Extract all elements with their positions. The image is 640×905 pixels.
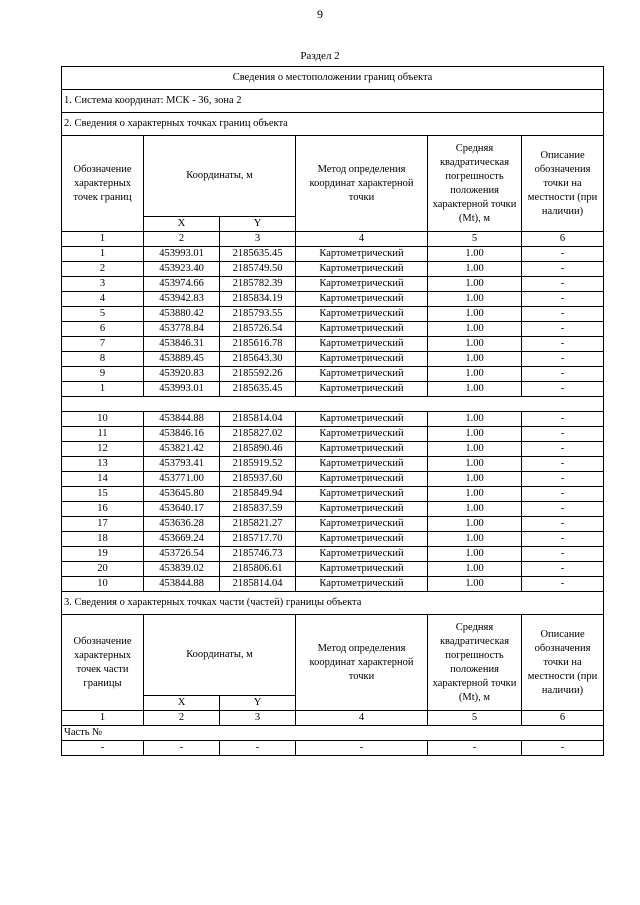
contour1-row-5-cell-5: 1.00 [428,307,522,322]
part-row-cell-2: - [144,741,220,756]
contour2-row-5-cell-1: 14 [62,472,144,487]
contour2-row-6-cell-3: 2185849.94 [220,487,296,502]
contour2-row-12-cell-3: 2185814.04 [220,577,296,592]
contour2-row-9-cell-1: 18 [62,532,144,547]
contour2-row-5-cell-3: 2185937.60 [220,472,296,487]
contour1-row-8-cell-1: 8 [62,352,144,367]
table-row [62,442,604,457]
contour2-row-10-cell-4: Картометрический [296,547,428,562]
contour2-row-6-cell-1: 15 [62,487,144,502]
part-row-cell-3: - [220,741,296,756]
contour2-row-8-cell-6: - [522,517,604,532]
contour1-row-10-cell-3: 2185635.45 [220,382,296,397]
contour2-row-3-cell-2: 453821.42 [144,442,220,457]
contour2-row-10-cell-3: 2185746.73 [220,547,296,562]
header-method-part: Метод определения координат характерной точки [296,615,428,711]
contour2-row-7-cell-6: - [522,502,604,517]
contour1-row-8-cell-4: Картометрический [296,352,428,367]
contour2-row-12-cell-2: 453844.88 [144,577,220,592]
contour2-row-11-cell-2: 453839.02 [144,562,220,577]
contour2-row-1-cell-6: - [522,412,604,427]
contour1-row-4-cell-5: 1.00 [428,292,522,307]
contour1-row-9-cell-1: 9 [62,367,144,382]
table-row [62,487,604,502]
contour2-row-4-cell-2: 453793.41 [144,457,220,472]
table-row [62,532,604,547]
contour1-row-9-cell-3: 2185592.26 [220,367,296,382]
contour2-row-8-cell-4: Картометрический [296,517,428,532]
header-coords-part: Координаты, м [144,615,296,696]
contour1-row-3-cell-3: 2185782.39 [220,277,296,292]
contour2-row-4-cell-1: 13 [62,457,144,472]
contour2-row-7-cell-3: 2185837.59 [220,502,296,517]
contour1-row-10-cell-1: 1 [62,382,144,397]
table-row [62,352,604,367]
contour1-row-3-cell-5: 1.00 [428,277,522,292]
contour1-row-8-cell-3: 2185643.30 [220,352,296,367]
column-number-part-cell-6: 6 [522,711,604,726]
column-number-cell-2: 2 [144,232,220,247]
column-number-part-cell-1: 1 [62,711,144,726]
header-y-part: Y [220,696,296,711]
table-row [62,562,604,577]
contour2-row-4-cell-4: Картометрический [296,457,428,472]
contour1-row-1-cell-4: Картометрический [296,247,428,262]
contour2-row-3-cell-3: 2185890.46 [220,442,296,457]
header-error: Средняя квадратическая погрешность положения характерной точки (Mt), м [428,136,522,232]
points-heading: 2. Сведения о характерных точках границ объекта [62,113,604,136]
contour1-row-8-cell-6: - [522,352,604,367]
contour-separator [62,397,604,412]
contour2-row-9-cell-5: 1.00 [428,532,522,547]
table-row [62,277,604,292]
header-description: Описание обозначения точки на местности (при наличии) [522,136,604,232]
contour2-row-5-cell-6: - [522,472,604,487]
table-row [62,547,604,562]
contour1-row-9-cell-4: Картометрический [296,367,428,382]
part-row-cell-1: - [62,741,144,756]
contour1-row-1-cell-1: 1 [62,247,144,262]
contour2-row-7-cell-5: 1.00 [428,502,522,517]
contour1-row-7-cell-1: 7 [62,337,144,352]
table-row [62,412,604,427]
column-number-part-cell-2: 2 [144,711,220,726]
contour2-row-2-cell-5: 1.00 [428,427,522,442]
contour1-row-4-cell-4: Картометрический [296,292,428,307]
contour1-row-6-cell-2: 453778.84 [144,322,220,337]
contour1-row-9-cell-6: - [522,367,604,382]
contour2-row-2-cell-1: 11 [62,427,144,442]
contour2-row-7-cell-2: 453640.17 [144,502,220,517]
part-row-cell-5: - [428,741,522,756]
contour1-row-8-cell-5: 1.00 [428,352,522,367]
contour1-row-4-cell-2: 453942.83 [144,292,220,307]
contour2-row-3-cell-4: Картометрический [296,442,428,457]
column-number-cell-4: 4 [296,232,428,247]
contour2-row-12-cell-4: Картометрический [296,577,428,592]
contour2-row-12-cell-5: 1.00 [428,577,522,592]
contour1-row-1-cell-5: 1.00 [428,247,522,262]
coord-system: 1. Система координат: МСК - 36, зона 2 [62,90,604,113]
contour1-row-7-cell-4: Картометрический [296,337,428,352]
contour2-row-11-cell-5: 1.00 [428,562,522,577]
contour1-row-6-cell-3: 2185726.54 [220,322,296,337]
contour2-row-1-cell-5: 1.00 [428,412,522,427]
contour2-row-1-cell-2: 453844.88 [144,412,220,427]
part-row-cell-4: - [296,741,428,756]
contour1-row-5-cell-1: 5 [62,307,144,322]
contour2-row-11-cell-6: - [522,562,604,577]
contour2-row-8-cell-5: 1.00 [428,517,522,532]
header-y: Y [220,217,296,232]
contour1-row-1-cell-2: 453993.01 [144,247,220,262]
contour2-row-4-cell-5: 1.00 [428,457,522,472]
header-description-part: Описание обозначения точки на местности (при наличии) [522,615,604,711]
contour1-row-5-cell-4: Картометрический [296,307,428,322]
contour1-row-2-cell-6: - [522,262,604,277]
contour2-row-5-cell-4: Картометрический [296,472,428,487]
column-number-part-cell-5: 5 [428,711,522,726]
column-number-cell-1: 1 [62,232,144,247]
column-number-cell-3: 3 [220,232,296,247]
contour2-row-2-cell-3: 2185827.02 [220,427,296,442]
contour2-row-10-cell-6: - [522,547,604,562]
contour1-row-5-cell-3: 2185793.55 [220,307,296,322]
contour2-row-2-cell-4: Картометрический [296,427,428,442]
table-row [62,337,604,352]
table-title: Сведения о местоположении границ объекта [62,67,604,90]
column-number-part-cell-4: 4 [296,711,428,726]
page-number: 9 [317,7,323,21]
section-label: Раздел 2 [300,50,340,62]
contour2-row-9-cell-4: Картометрический [296,532,428,547]
contour2-row-4-cell-6: - [522,457,604,472]
contour2-row-7-cell-1: 16 [62,502,144,517]
column-number-cell-5: 5 [428,232,522,247]
contour2-row-11-cell-4: Картометрический [296,562,428,577]
contour2-row-12-cell-1: 10 [62,577,144,592]
boundary-table [61,66,604,756]
contour2-row-3-cell-5: 1.00 [428,442,522,457]
contour1-row-6-cell-4: Картометрический [296,322,428,337]
contour1-row-5-cell-2: 453880.42 [144,307,220,322]
contour1-row-3-cell-4: Картометрический [296,277,428,292]
contour1-row-2-cell-5: 1.00 [428,262,522,277]
contour2-row-2-cell-6: - [522,427,604,442]
contour1-row-10-cell-6: - [522,382,604,397]
table-row [62,307,604,322]
table-row [62,577,604,592]
contour2-row-1-cell-1: 10 [62,412,144,427]
header-designation-part: Обозначение характерных точек части границы [62,615,144,711]
contour1-row-2-cell-3: 2185749.50 [220,262,296,277]
contour2-row-5-cell-2: 453771.00 [144,472,220,487]
contour2-row-9-cell-3: 2185717.70 [220,532,296,547]
contour1-row-4-cell-6: - [522,292,604,307]
contour2-row-2-cell-2: 453846.16 [144,427,220,442]
part-heading: 3. Сведения о характерных точках части (частей) границы объекта [62,592,604,615]
table-row [62,367,604,382]
contour2-row-8-cell-2: 453636.28 [144,517,220,532]
contour1-row-5-cell-6: - [522,307,604,322]
header-coords: Координаты, м [144,136,296,217]
part-row-cell-6: - [522,741,604,756]
contour2-row-7-cell-4: Картометрический [296,502,428,517]
contour2-row-5-cell-5: 1.00 [428,472,522,487]
contour1-row-9-cell-2: 453920.83 [144,367,220,382]
table-row [62,472,604,487]
contour2-row-6-cell-2: 453645.80 [144,487,220,502]
contour2-row-8-cell-1: 17 [62,517,144,532]
table-row [62,247,604,262]
table-row [62,262,604,277]
contour1-row-3-cell-2: 453974.66 [144,277,220,292]
contour1-row-2-cell-1: 2 [62,262,144,277]
column-number-cell-6: 6 [522,232,604,247]
column-number-part-cell-3: 3 [220,711,296,726]
contour2-row-10-cell-1: 19 [62,547,144,562]
table-row [62,292,604,307]
contour2-row-8-cell-3: 2185821.27 [220,517,296,532]
contour2-row-1-cell-3: 2185814.04 [220,412,296,427]
contour2-row-3-cell-6: - [522,442,604,457]
contour1-row-7-cell-3: 2185616.78 [220,337,296,352]
contour1-row-10-cell-2: 453993.01 [144,382,220,397]
contour2-row-3-cell-1: 12 [62,442,144,457]
contour1-row-6-cell-6: - [522,322,604,337]
contour1-row-10-cell-4: Картометрический [296,382,428,397]
header-method: Метод определения координат характерной точки [296,136,428,232]
contour1-row-7-cell-6: - [522,337,604,352]
table-row [62,517,604,532]
contour2-row-6-cell-5: 1.00 [428,487,522,502]
contour1-row-6-cell-1: 6 [62,322,144,337]
contour1-row-4-cell-3: 2185834.19 [220,292,296,307]
header-x-part: X [144,696,220,711]
contour1-row-7-cell-2: 453846.31 [144,337,220,352]
contour1-row-4-cell-1: 4 [62,292,144,307]
contour2-row-11-cell-1: 20 [62,562,144,577]
contour2-row-1-cell-4: Картометрический [296,412,428,427]
contour1-row-10-cell-5: 1.00 [428,382,522,397]
contour1-row-3-cell-6: - [522,277,604,292]
contour2-row-6-cell-6: - [522,487,604,502]
table-row [62,502,604,517]
contour1-row-2-cell-4: Картометрический [296,262,428,277]
contour2-row-12-cell-6: - [522,577,604,592]
table-row [62,457,604,472]
contour2-row-10-cell-2: 453726.54 [144,547,220,562]
table-row [62,322,604,337]
table-row [62,427,604,442]
contour1-row-8-cell-2: 453889.45 [144,352,220,367]
contour1-row-1-cell-3: 2185635.45 [220,247,296,262]
header-x: X [144,217,220,232]
contour2-row-11-cell-3: 2185806.61 [220,562,296,577]
contour2-row-9-cell-2: 453669.24 [144,532,220,547]
header-designation: Обозначение характерных точек границ [62,136,144,232]
contour1-row-1-cell-6: - [522,247,604,262]
contour2-row-10-cell-5: 1.00 [428,547,522,562]
contour1-row-2-cell-2: 453923.40 [144,262,220,277]
header-error-part: Средняя квадратическая погрешность положения характерной точки (Mt), м [428,615,522,711]
contour1-row-6-cell-5: 1.00 [428,322,522,337]
table-row [62,382,604,397]
contour2-row-6-cell-4: Картометрический [296,487,428,502]
contour1-row-3-cell-1: 3 [62,277,144,292]
contour1-row-9-cell-5: 1.00 [428,367,522,382]
contour1-row-7-cell-5: 1.00 [428,337,522,352]
part-label: Часть № [62,726,604,741]
contour2-row-4-cell-3: 2185919.52 [220,457,296,472]
contour2-row-9-cell-6: - [522,532,604,547]
